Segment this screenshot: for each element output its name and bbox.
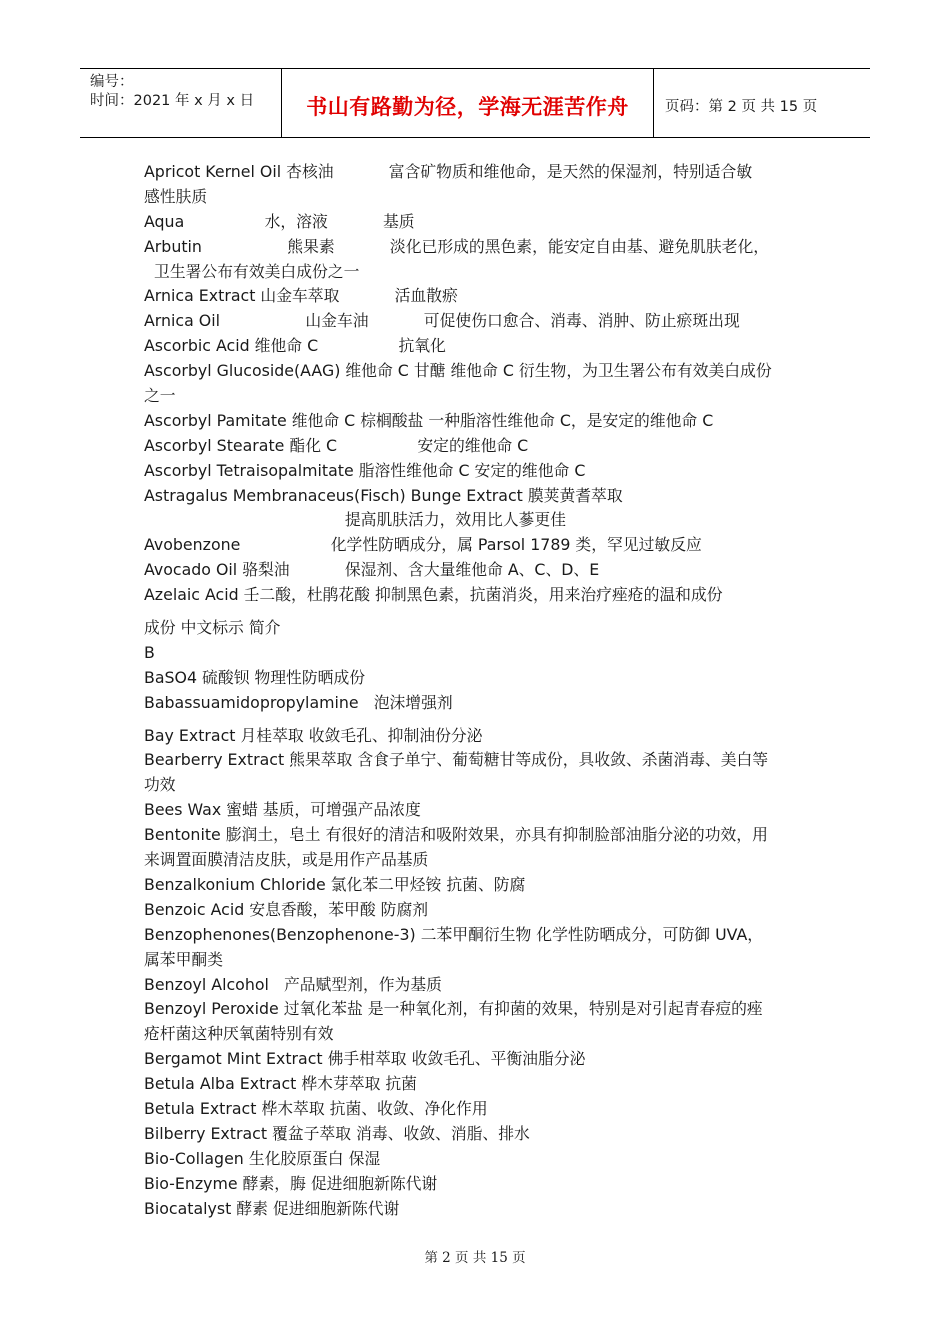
- ingredient-list: [144, 160, 814, 1221]
- ingredient-line: 感性肤质: [144, 186, 208, 206]
- ingredient-line: Betula Extract 桦木萃取 抗菌、收敛、净化作用: [144, 1098, 488, 1118]
- ingredient-line: Avocado Oil 骆梨油 保湿剂、含大量维他命 A、C、D、E: [144, 560, 600, 580]
- ingredient-line: 卫生署公布有效美白成份之一: [144, 261, 360, 281]
- ingredient-line: Astragalus Membranaceus(Fisch) Bunge Extract 膜荚黄耆萃取: [144, 485, 623, 505]
- ingredient-line: Benzoic Acid 安息香酸，苯甲酸 防腐剂: [144, 899, 429, 919]
- ingredient-line: Biocatalyst 酵素 促进细胞新陈代谢: [144, 1198, 400, 1218]
- ingredient-line: Ascorbyl Stearate 酯化 C 安定的维他命 C: [144, 435, 529, 455]
- ingredient-line: 属苯甲酮类: [144, 949, 223, 969]
- ingredient-line: Benzoyl Peroxide 过氧化苯盐 是一种氧化剂，有抑菌的效果，特别是对引起青春痘的痤: [144, 999, 763, 1019]
- ingredient-line: BaSO4 硫酸钡 物理性防晒成份: [144, 667, 366, 687]
- ingredient-line: Avobenzone 化学性防晒成分，属 Parsol 1789 类，罕见过敏反应: [144, 535, 702, 555]
- ingredient-line: Arnica Extract 山金车萃取 活血散瘀: [144, 286, 458, 306]
- ingredient-line: Bentonite 膨润土，皂土 有很好的清洁和吸附效果，亦具有抑制脸部油脂分泌的功效，用: [144, 825, 768, 845]
- ingredient-line: Benzoyl Alcohol 产品赋型剂，作为基质: [144, 974, 442, 994]
- ingredient-line: 之一: [144, 386, 176, 406]
- ingredient-line: Ascorbyl Glucoside(AAG) 维他命 C 甘醣 维他命 C 衍生物，为卫生署公布有效美白成份: [144, 361, 772, 381]
- ingredient-line: Azelaic Acid 壬二酸，杜鹃花酸 抑制黑色素，抗菌消炎，用来治疗痤疮的温和成份: [144, 585, 723, 605]
- page-header: [80, 68, 870, 138]
- header-page-cell: [654, 69, 870, 137]
- ingredient-line: Bearberry Extract 熊果萃取 含食子单宁、葡萄糖甘等成份，具收敛、杀菌消毒、美白等: [144, 750, 769, 770]
- ingredient-line: Bergamot Mint Extract 佛手柑萃取 收敛毛孔、平衡油脂分泌: [144, 1049, 586, 1069]
- ingredient-line: Bio-Enzyme 酵素，脢 促进细胞新陈代谢: [144, 1173, 438, 1193]
- ingredient-line: Aqua 水，溶液 基质: [144, 211, 415, 231]
- ingredient-line: Ascorbic Acid 维他命 C 抗氧化: [144, 336, 446, 356]
- footer-page-number: 第 2 页 共 15 页: [424, 1250, 526, 1266]
- ingredient-line: 功效: [144, 775, 176, 795]
- document-number-label: 编号：: [90, 74, 134, 90]
- header-page-number: 页码：第 2 页 共 15 页: [665, 99, 818, 115]
- ingredient-line: 疮杆菌这种厌氧菌特别有效: [144, 1024, 334, 1044]
- ingredient-line: Ascorbyl Tetraisopalmitate 脂溶性维他命 C 安定的维他命 C: [144, 460, 586, 480]
- section-gap: [144, 608, 814, 616]
- page-footer: [0, 1246, 950, 1266]
- ingredient-line: Ascorbyl Pamitate 维他命 C 棕榈酸盐 一种脂溶性维他命 C，是安定的维他命 C: [144, 410, 714, 430]
- section-gap: [144, 716, 814, 724]
- header-left-cell: [80, 69, 282, 137]
- ingredient-line: Bilberry Extract 覆盆子萃取 消毒、收敛、消脂、排水: [144, 1123, 530, 1143]
- header-motto: 书山有路勤为径，学海无涯苦作舟: [306, 94, 629, 119]
- ingredient-line: Bay Extract 月桂萃取 收敛毛孔、抑制油份分泌: [144, 725, 483, 745]
- ingredient-line: Benzalkonium Chloride 氯化苯二甲烃铵 抗菌、防腐: [144, 874, 526, 894]
- ingredient-line: 来调置面膜清洁皮肤，或是用作产品基质: [144, 850, 429, 870]
- ingredient-line: 成份 中文标示 简介: [144, 618, 281, 638]
- header-motto-cell: [282, 69, 654, 137]
- ingredient-line: Bio-Collagen 生化胶原蛋白 保湿: [144, 1148, 381, 1168]
- ingredient-line: Betula Alba Extract 桦木芽萃取 抗菌: [144, 1074, 417, 1094]
- document-time-label: 时间：2021 年 x 月 x 日: [90, 93, 255, 109]
- ingredient-line: Babassuamidopropylamine 泡沫增强剂: [144, 692, 453, 712]
- ingredient-line: Apricot Kernel Oil 杏核油 富含矿物质和维他命，是天然的保湿剂，特别适合敏: [144, 162, 753, 181]
- ingredient-line: Bees Wax 蜜蜡 基质，可增强产品浓度: [144, 800, 421, 820]
- ingredient-line: Arnica Oil 山金车油 可促使伤口愈合、消毒、消肿、防止瘀斑出现: [144, 311, 740, 331]
- ingredient-line: B: [144, 642, 155, 662]
- ingredient-line: 提高肌肤活力，效用比人蔘更佳: [144, 510, 567, 530]
- ingredient-line: Benzophenones(Benzophenone-3) 二苯甲酮衍生物 化学性防晒成分，可防御 UVA，: [144, 924, 764, 944]
- ingredient-line: Arbutin 熊果素 淡化已形成的黑色素，能安定自由基、避免肌肤老化，: [144, 236, 770, 256]
